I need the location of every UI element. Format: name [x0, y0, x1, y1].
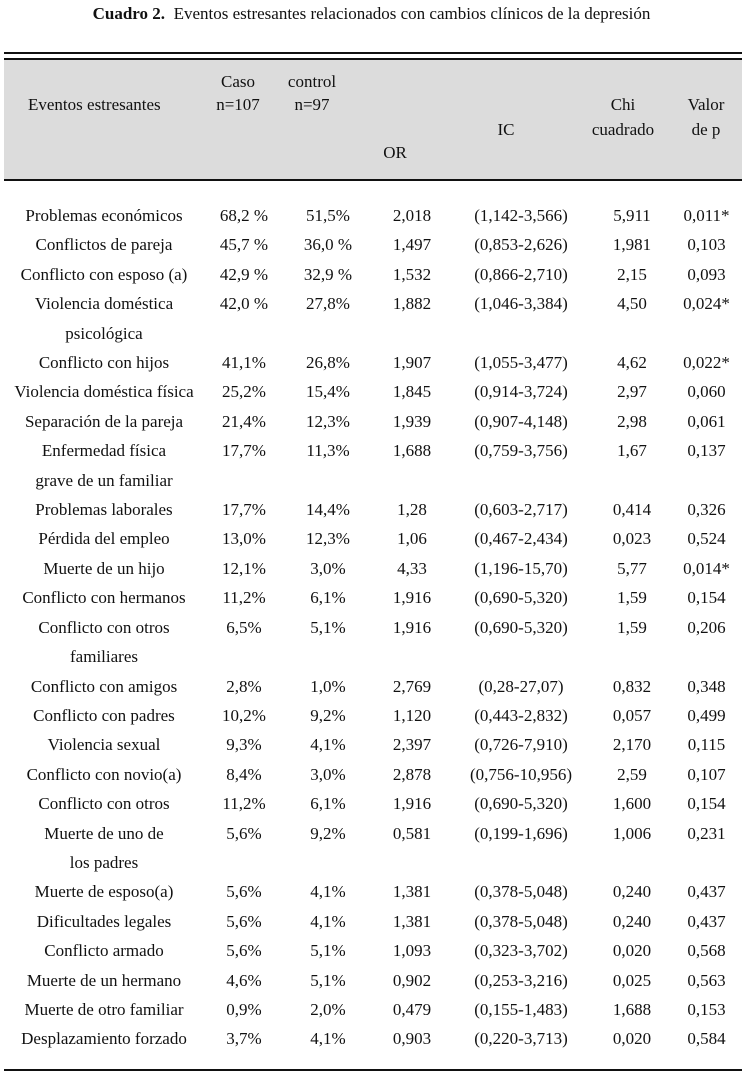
header-rule [4, 179, 742, 181]
ic-cell: (0,378-5,048) [474, 911, 568, 931]
p-cell: 0,137 [687, 441, 726, 461]
table-row [0, 1024, 743, 1053]
or-cell: 2,878 [392, 764, 432, 784]
case-cell: 9,3% [226, 735, 262, 755]
event-name-line: Muerte de un hermano [26, 970, 182, 990]
header-control-2: n=97 [294, 95, 330, 114]
chi-cell: 0,020 [612, 941, 652, 961]
table-row [0, 936, 743, 965]
or-cell: 1,688 [392, 441, 432, 461]
or-cell: 2,397 [392, 735, 432, 755]
ic-cell: (1,055-3,477) [474, 353, 568, 373]
event-cell [0, 524, 208, 553]
case-cell: 6,5% [226, 617, 262, 637]
ic-cell: (0,690-5,320) [474, 794, 568, 814]
event-name-line: Conflicto con hermanos [22, 588, 186, 608]
chi-cell: 1,006 [612, 823, 652, 843]
p-cell: 0,154 [687, 794, 726, 814]
chi-cell: 1,688 [612, 999, 652, 1019]
table-caption [0, 4, 743, 24]
event-cell [0, 995, 208, 1024]
p-cell: 0,154 [687, 588, 726, 608]
ic-cell: (0,726-7,910) [474, 735, 568, 755]
ic-cell: (0,253-3,216) [474, 970, 568, 990]
bottom-rule [4, 1069, 742, 1071]
event-cell [0, 936, 208, 965]
event-name-line: Conflicto con esposo (a) [20, 264, 188, 284]
case-cell: 25,2% [222, 382, 266, 402]
event-cell [0, 907, 208, 936]
ic-cell: (1,196-15,70) [474, 558, 568, 578]
header-p-2: de p [691, 120, 721, 139]
control-cell: 11,3% [306, 441, 350, 461]
p-cell: 0,093 [687, 264, 726, 284]
event-cell [0, 230, 208, 259]
or-cell: 0,581 [392, 823, 432, 843]
event-name-line: Desplazamiento forzado [21, 1029, 187, 1049]
case-cell: 41,1% [222, 353, 266, 373]
or-cell: 0,902 [392, 970, 432, 990]
p-cell: 0,022* [683, 353, 730, 373]
or-cell: 1,882 [392, 294, 432, 314]
or-cell: 1,845 [392, 382, 432, 402]
chi-cell: 0,414 [612, 500, 652, 520]
ic-cell: (0,603-2,717) [474, 500, 568, 520]
event-name-line: Muerte de esposo(a) [34, 882, 174, 902]
p-cell: 0,326 [687, 500, 726, 520]
case-cell: 0,9% [226, 999, 262, 1019]
chi-cell: 0,025 [612, 970, 652, 990]
p-cell: 0,584 [687, 1029, 726, 1049]
table-row [0, 907, 743, 936]
event-name-line: grave de un familiar [35, 470, 173, 490]
or-cell: 1,532 [392, 264, 432, 284]
ic-cell: (0,220-3,713) [474, 1029, 568, 1049]
case-cell: 5,6% [226, 911, 262, 931]
chi-cell: 1,59 [617, 617, 647, 637]
or-cell: 2,018 [392, 206, 432, 225]
p-cell: 0,115 [687, 735, 726, 755]
control-cell: 9,2% [310, 823, 346, 843]
table-row [0, 995, 743, 1024]
event-name-line: Conflicto con otros [38, 794, 170, 814]
ic-cell: (0,378-5,048) [474, 882, 568, 902]
p-cell: 0,563 [687, 970, 726, 990]
ic-cell: (0,690-5,320) [474, 588, 568, 608]
event-cell [0, 730, 208, 759]
ic-cell: (0,443-2,832) [474, 705, 568, 725]
control-cell: 2,0% [310, 999, 346, 1019]
event-name-line: familiares [70, 647, 138, 667]
p-cell: 0,568 [687, 941, 726, 961]
table-row [0, 877, 743, 906]
case-cell: 42,9 % [219, 264, 269, 284]
control-cell: 12,3% [306, 529, 350, 549]
control-cell: 27,8% [306, 294, 350, 314]
chi-cell: 5,911 [613, 206, 651, 225]
chi-cell: 0,023 [612, 529, 652, 549]
control-cell: 12,3% [306, 411, 350, 431]
event-name-line: Conflicto con amigos [30, 676, 178, 696]
event-name-line: Problemas económicos [25, 206, 183, 225]
control-cell: 5,1% [310, 617, 346, 637]
event-cell [0, 877, 208, 906]
p-cell: 0,060 [687, 382, 726, 402]
table-row [0, 524, 743, 553]
or-cell: 1,381 [392, 882, 432, 902]
case-cell: 42,0 % [219, 294, 269, 314]
or-cell: 1,06 [397, 529, 427, 549]
case-cell: 4,6% [226, 970, 262, 990]
p-cell: 0,011* [683, 206, 730, 225]
top-rule-2 [4, 58, 742, 60]
event-cell [0, 760, 208, 789]
table-row [0, 495, 743, 524]
caption-text: Eventos estresantes relacionados con cambios clínicos de la depresión [173, 4, 651, 23]
chi-cell: 5,77 [617, 558, 647, 578]
table-row [0, 583, 743, 612]
header-p-1: Valor [687, 95, 725, 114]
stress-events-table [0, 201, 743, 1054]
case-cell: 5,6% [226, 882, 262, 902]
control-cell: 5,1% [310, 970, 346, 990]
table-row [0, 966, 743, 995]
chi-cell: 0,832 [612, 676, 652, 696]
chi-cell: 2,59 [617, 764, 647, 784]
header-chi-2: cuadrado [591, 120, 655, 139]
event-cell [0, 260, 208, 289]
case-cell: 68,2 % [219, 206, 269, 225]
control-cell: 14,4% [306, 500, 350, 520]
chi-cell: 1,981 [612, 235, 652, 255]
ic-cell: (0,759-3,756) [474, 441, 568, 461]
case-cell: 2,8% [226, 676, 262, 696]
header-chi-1: Chi [610, 95, 636, 114]
event-name-line: Conflicto con novio(a) [26, 764, 182, 784]
or-cell: 1,916 [392, 794, 432, 814]
top-rule [4, 52, 742, 54]
event-name-line: Violencia sexual [47, 735, 161, 755]
table-row [0, 672, 743, 701]
control-cell: 26,8% [306, 353, 350, 373]
table-row [0, 230, 743, 259]
event-name-line: Violencia doméstica física [14, 382, 194, 402]
or-cell: 1,497 [392, 235, 432, 255]
control-cell: 3,0% [310, 764, 346, 784]
chi-cell: 2,170 [612, 735, 652, 755]
table-row [0, 201, 743, 230]
event-cell [0, 613, 208, 672]
event-cell [0, 701, 208, 730]
control-cell: 6,1% [310, 794, 346, 814]
p-cell: 0,107 [687, 764, 726, 784]
event-cell [0, 583, 208, 612]
p-cell: 0,024* [683, 294, 730, 314]
case-cell: 5,6% [226, 823, 262, 843]
ic-cell: (0,155-1,483) [474, 999, 568, 1019]
table-row [0, 260, 743, 289]
event-cell [0, 554, 208, 583]
control-cell: 32,9 % [303, 264, 353, 284]
case-cell: 21,4% [222, 411, 266, 431]
control-cell: 15,4% [306, 382, 350, 402]
chi-cell: 2,97 [617, 382, 647, 402]
or-cell: 2,769 [392, 676, 432, 696]
or-cell: 1,28 [397, 500, 427, 520]
ic-cell: (1,046-3,384) [474, 294, 568, 314]
case-cell: 5,6% [226, 941, 262, 961]
event-cell [0, 201, 208, 230]
case-cell: 11,2% [222, 794, 266, 814]
header-control-1: control [287, 72, 337, 91]
control-cell: 9,2% [310, 705, 346, 725]
event-name-line: Enfermedad física [41, 441, 167, 461]
case-cell: 17,7% [222, 441, 266, 461]
control-cell: 6,1% [310, 588, 346, 608]
or-cell: 1,093 [392, 941, 432, 961]
event-name-line: Conflicto con hijos [38, 353, 170, 373]
table-row [0, 436, 743, 495]
control-cell: 4,1% [310, 882, 346, 902]
table-row [0, 701, 743, 730]
event-cell [0, 377, 208, 406]
chi-cell: 1,600 [612, 794, 652, 814]
chi-cell: 1,59 [617, 588, 647, 608]
or-cell: 1,916 [392, 588, 432, 608]
table-row [0, 348, 743, 377]
caption-label: Cuadro 2. [92, 4, 166, 23]
chi-cell: 4,62 [617, 353, 647, 373]
event-cell [0, 672, 208, 701]
event-cell [0, 1024, 208, 1053]
event-name-line: Problemas laborales [35, 500, 173, 520]
event-name-line: Conflicto con otros [38, 617, 170, 637]
event-name-line: Muerte de un hijo [43, 558, 165, 578]
or-cell: 1,939 [392, 411, 432, 431]
chi-cell: 2,98 [617, 411, 647, 431]
event-name-line: Pérdida del empleo [38, 529, 170, 549]
ic-cell: (0,756-10,956) [470, 764, 572, 784]
or-cell: 4,33 [397, 558, 427, 578]
p-cell: 0,524 [687, 529, 726, 549]
p-cell: 0,061 [687, 411, 726, 431]
header-ic: IC [497, 120, 515, 139]
p-cell: 0,499 [687, 705, 726, 725]
event-name-line: los padres [69, 852, 139, 872]
chi-cell: 0,240 [612, 882, 652, 902]
control-cell: 5,1% [310, 941, 346, 961]
ic-cell: (0,907-4,148) [474, 411, 568, 431]
case-cell: 12,1% [222, 558, 266, 578]
control-cell: 4,1% [310, 911, 346, 931]
table-row [0, 760, 743, 789]
case-cell: 10,2% [222, 705, 266, 725]
or-cell: 0,479 [392, 999, 432, 1019]
control-cell: 1,0% [310, 676, 346, 696]
ic-cell: (0,323-3,702) [474, 941, 568, 961]
event-name-line: Violencia doméstica [34, 294, 174, 314]
header-or: OR [383, 143, 407, 162]
chi-cell: 2,15 [617, 264, 647, 284]
event-name-line: Conflictos de pareja [35, 235, 173, 255]
table-row [0, 819, 743, 878]
header-case-2: n=107 [216, 95, 260, 114]
event-name-line: Conflicto armado [44, 941, 164, 961]
event-cell [0, 289, 208, 348]
case-cell: 8,4% [226, 764, 262, 784]
chi-cell: 4,50 [617, 294, 647, 314]
p-cell: 0,014* [683, 558, 730, 578]
event-cell [0, 966, 208, 995]
control-cell: 4,1% [310, 735, 346, 755]
ic-cell: (0,467-2,434) [474, 529, 568, 549]
event-name-line: psicológica [65, 323, 143, 343]
ic-cell: (0,914-3,724) [474, 382, 568, 402]
event-name-line: Muerte de otro familiar [24, 999, 184, 1019]
event-cell [0, 348, 208, 377]
p-cell: 0,437 [687, 882, 726, 902]
ic-cell: (0,866-2,710) [474, 264, 568, 284]
p-cell: 0,348 [687, 676, 726, 696]
event-cell [0, 495, 208, 524]
p-cell: 0,231 [687, 823, 726, 843]
table-body [0, 201, 743, 1054]
event-cell [0, 436, 208, 495]
header-case-1: Caso [221, 72, 255, 91]
table-row [0, 613, 743, 672]
event-name-line: Conflicto con padres [33, 705, 175, 725]
or-cell: 1,916 [392, 617, 432, 637]
ic-cell: (0,853-2,626) [474, 235, 568, 255]
or-cell: 1,907 [392, 353, 432, 373]
control-cell: 36,0 % [303, 235, 353, 255]
chi-cell: 1,67 [617, 441, 647, 461]
chi-cell: 0,020 [612, 1029, 652, 1049]
or-cell: 1,120 [392, 705, 432, 725]
event-cell [0, 407, 208, 436]
p-cell: 0,437 [687, 911, 726, 931]
table-row [0, 289, 743, 348]
control-cell: 51,5% [306, 206, 350, 225]
control-cell: 4,1% [310, 1029, 346, 1049]
ic-cell: (0,199-1,696) [474, 823, 568, 843]
header-event: Eventos estresantes [28, 95, 161, 114]
case-cell: 11,2% [222, 588, 266, 608]
case-cell: 45,7 % [219, 235, 269, 255]
or-cell: 0,903 [392, 1029, 432, 1049]
ic-cell: (1,142-3,566) [474, 206, 568, 225]
case-cell: 17,7% [222, 500, 266, 520]
p-cell: 0,206 [687, 617, 726, 637]
chi-cell: 0,057 [612, 705, 652, 725]
p-cell: 0,103 [687, 235, 726, 255]
table-row [0, 407, 743, 436]
table-row [0, 789, 743, 818]
table-row [0, 730, 743, 759]
chi-cell: 0,240 [612, 911, 652, 931]
event-name-line: Muerte de uno de [44, 823, 164, 843]
event-cell [0, 789, 208, 818]
table-row [0, 377, 743, 406]
event-cell [0, 819, 208, 878]
ic-cell: (0,690-5,320) [474, 617, 568, 637]
event-name-line: Separación de la pareja [24, 411, 184, 431]
p-cell: 0,153 [687, 999, 726, 1019]
event-name-line: Dificultades legales [36, 911, 172, 931]
control-cell: 3,0% [310, 558, 346, 578]
case-cell: 13,0% [222, 529, 266, 549]
table-row [0, 554, 743, 583]
ic-cell: (0,28-27,07) [478, 676, 564, 696]
or-cell: 1,381 [392, 911, 432, 931]
case-cell: 3,7% [226, 1029, 262, 1049]
